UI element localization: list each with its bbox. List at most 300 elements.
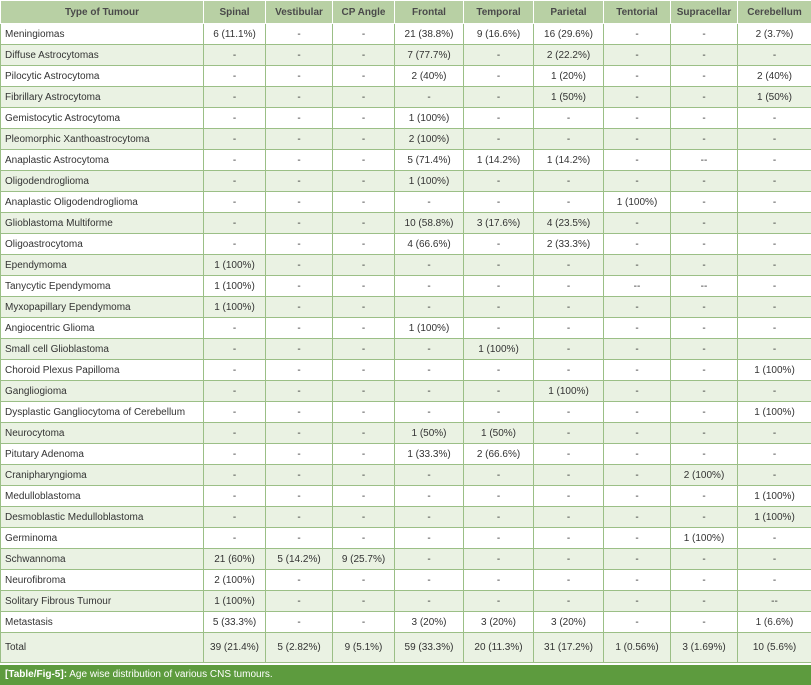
table-row (1, 108, 811, 129)
table-cell: - (738, 444, 811, 465)
table-cell: - (333, 507, 395, 528)
table-cell: - (204, 213, 266, 234)
table-cell: - (266, 129, 333, 150)
table-cell: 1 (100%) (671, 528, 738, 549)
table-cell: - (395, 297, 464, 318)
table-cell: 1 (6.6%) (738, 612, 811, 633)
table-cell: - (738, 339, 811, 360)
tumour-type-cell: Fibrillary Astrocytoma (1, 87, 204, 108)
table-cell: 1 (100%) (395, 318, 464, 339)
table-cell: - (604, 45, 671, 66)
total-cell: 10 (5.6%) (738, 633, 811, 663)
table-cell: 2 (40%) (738, 66, 811, 87)
total-cell: 39 (21.4%) (204, 633, 266, 663)
table-caption (0, 665, 811, 685)
table-cell: - (333, 171, 395, 192)
table-cell: - (333, 570, 395, 591)
table-cell: 16 (29.6%) (534, 24, 604, 45)
table-cell: - (534, 297, 604, 318)
table-cell: - (604, 213, 671, 234)
table-row (1, 234, 811, 255)
table-cell: - (266, 213, 333, 234)
table-cell: - (204, 66, 266, 87)
tumour-type-cell: Small cell Glioblastoma (1, 339, 204, 360)
table-row (1, 24, 811, 45)
table-cell: 1 (100%) (395, 108, 464, 129)
tumour-type-cell: Choroid Plexus Papilloma (1, 360, 204, 381)
table-cell: - (395, 381, 464, 402)
table-cell: - (604, 402, 671, 423)
table-cell: - (671, 507, 738, 528)
table-cell: 9 (16.6%) (464, 24, 534, 45)
table-cell: 1 (100%) (395, 171, 464, 192)
table-row (1, 507, 811, 528)
tumour-type-cell: Pitutary Adenoma (1, 444, 204, 465)
table-row (1, 87, 811, 108)
table-cell: - (534, 549, 604, 570)
table-cell: - (738, 171, 811, 192)
table-cell: - (395, 549, 464, 570)
table-cell: - (204, 129, 266, 150)
table-cell: - (671, 192, 738, 213)
table-cell: - (464, 528, 534, 549)
table-cell: - (738, 45, 811, 66)
table-cell: - (604, 339, 671, 360)
table-header (1, 1, 811, 24)
table-cell: -- (738, 591, 811, 612)
table-cell: - (333, 465, 395, 486)
total-row (1, 633, 811, 663)
table-cell: - (671, 297, 738, 318)
table-cell: - (464, 591, 534, 612)
table-cell: - (266, 66, 333, 87)
table-cell: - (204, 360, 266, 381)
table-row (1, 276, 811, 297)
table-cell: - (266, 276, 333, 297)
table-cell: - (604, 444, 671, 465)
table-cell: 2 (100%) (204, 570, 266, 591)
table-cell: - (333, 129, 395, 150)
table-cell: - (671, 87, 738, 108)
table-cell: - (464, 549, 534, 570)
table-cell: - (671, 549, 738, 570)
table-cell: - (604, 381, 671, 402)
table-cell: - (671, 213, 738, 234)
table-cell: 1 (50%) (534, 87, 604, 108)
table-row (1, 318, 811, 339)
table-cell: 1 (100%) (204, 591, 266, 612)
table-cell: - (266, 234, 333, 255)
tumour-type-cell: Gangliogioma (1, 381, 204, 402)
table-row (1, 549, 811, 570)
table-cell: - (333, 360, 395, 381)
tumour-type-cell: Glioblastoma Multiforme (1, 213, 204, 234)
table-cell: 5 (33.3%) (204, 612, 266, 633)
total-cell: 9 (5.1%) (333, 633, 395, 663)
total-label-cell: Total (1, 633, 204, 663)
table-cell: - (604, 129, 671, 150)
table-cell: - (534, 318, 604, 339)
table-cell: - (464, 276, 534, 297)
column-header: Type of Tumour (1, 1, 204, 24)
table-cell: - (333, 213, 395, 234)
table-cell: - (204, 339, 266, 360)
table-cell: - (671, 234, 738, 255)
table-cell: - (738, 465, 811, 486)
table-row (1, 486, 811, 507)
table-cell: - (534, 591, 604, 612)
table-cell: - (395, 360, 464, 381)
table-cell: - (395, 255, 464, 276)
table-cell: - (604, 528, 671, 549)
table-cell: - (266, 444, 333, 465)
table-cell: - (534, 402, 604, 423)
table-row (1, 360, 811, 381)
table-cell: - (464, 87, 534, 108)
table-cell: 1 (100%) (204, 276, 266, 297)
table-cell: 2 (33.3%) (534, 234, 604, 255)
table-cell: 2 (40%) (395, 66, 464, 87)
tumour-type-cell: Solitary Fibrous Tumour (1, 591, 204, 612)
table-row (1, 213, 811, 234)
tumour-type-cell: Schwannoma (1, 549, 204, 570)
table-cell: 1 (14.2%) (464, 150, 534, 171)
table-cell: - (604, 171, 671, 192)
table-cell: - (671, 402, 738, 423)
table-row (1, 444, 811, 465)
table-cell: - (604, 549, 671, 570)
table-cell: 4 (23.5%) (534, 213, 604, 234)
table-cell: - (204, 318, 266, 339)
table-cell: - (204, 444, 266, 465)
table-cell: - (464, 570, 534, 591)
table-cell: - (604, 612, 671, 633)
table-cell: - (464, 402, 534, 423)
table-cell: 1 (100%) (464, 339, 534, 360)
table-cell: - (204, 45, 266, 66)
column-header: Vestibular (266, 1, 333, 24)
table-cell: - (464, 360, 534, 381)
table-row (1, 129, 811, 150)
table-cell: - (464, 486, 534, 507)
column-header: Parietal (534, 1, 604, 24)
table-cell: - (266, 318, 333, 339)
table-cell: - (534, 339, 604, 360)
table-cell: - (604, 66, 671, 87)
table-cell: - (738, 528, 811, 549)
tumour-type-cell: Dysplastic Gangliocytoma of Cerebellum (1, 402, 204, 423)
table-cell: - (738, 150, 811, 171)
table-cell: - (671, 318, 738, 339)
table-cell: - (266, 150, 333, 171)
table-cell: - (204, 171, 266, 192)
tumour-type-cell: Germinoma (1, 528, 204, 549)
table-cell: - (333, 234, 395, 255)
table-cell: - (464, 297, 534, 318)
table-cell: - (671, 570, 738, 591)
table-cell: - (333, 66, 395, 87)
column-header: Cerebellum (738, 1, 811, 24)
table-cell: 1 (100%) (738, 402, 811, 423)
table-cell: - (204, 87, 266, 108)
table-cell: - (534, 528, 604, 549)
table-cell: - (266, 171, 333, 192)
table-cell: - (395, 591, 464, 612)
table-cell: - (333, 24, 395, 45)
tumour-type-cell: Oligoastrocytoma (1, 234, 204, 255)
table-cell: - (333, 192, 395, 213)
table-cell: - (464, 381, 534, 402)
table-cell: - (604, 255, 671, 276)
table-cell: - (738, 297, 811, 318)
tumour-type-cell: Cranipharyngioma (1, 465, 204, 486)
table-cell: - (266, 402, 333, 423)
total-cell: 59 (33.3%) (395, 633, 464, 663)
table-cell: - (534, 507, 604, 528)
table-cell: - (333, 108, 395, 129)
table-cell: - (395, 486, 464, 507)
table-cell: 1 (100%) (738, 486, 811, 507)
table-cell: - (333, 255, 395, 276)
table-cell: - (671, 255, 738, 276)
table-cell: 3 (20%) (534, 612, 604, 633)
table-cell: - (604, 570, 671, 591)
table-cell: - (464, 234, 534, 255)
table-cell: - (671, 444, 738, 465)
table-cell: 1 (100%) (204, 255, 266, 276)
table-cell: - (266, 465, 333, 486)
table-cell: - (671, 339, 738, 360)
table-row (1, 402, 811, 423)
column-header: Spinal (204, 1, 266, 24)
table-cell: - (266, 255, 333, 276)
table-cell: - (671, 381, 738, 402)
table-cell: - (266, 423, 333, 444)
table-cell: - (534, 108, 604, 129)
table-cell: 10 (58.8%) (395, 213, 464, 234)
table-row (1, 339, 811, 360)
table-cell: - (464, 129, 534, 150)
tumour-type-cell: Angiocentric Glioma (1, 318, 204, 339)
table-cell: - (464, 171, 534, 192)
table-cell: 5 (71.4%) (395, 150, 464, 171)
table-cell: - (204, 507, 266, 528)
table-cell: - (464, 465, 534, 486)
table-cell: - (671, 591, 738, 612)
table-cell: - (204, 150, 266, 171)
table-cell: - (604, 150, 671, 171)
tumour-type-cell: Desmoblastic Medulloblastoma (1, 507, 204, 528)
table-cell: - (604, 465, 671, 486)
table-cell: - (534, 465, 604, 486)
table-row (1, 570, 811, 591)
table-cell: - (738, 234, 811, 255)
table-cell: 1 (100%) (604, 192, 671, 213)
table-cell: - (464, 507, 534, 528)
table-cell: - (333, 297, 395, 318)
table-cell: - (395, 570, 464, 591)
tumour-type-cell: Pilocytic Astrocytoma (1, 66, 204, 87)
table-cell: - (266, 528, 333, 549)
tumour-type-cell: Neurocytoma (1, 423, 204, 444)
table-cell: - (671, 45, 738, 66)
table-cell: - (266, 108, 333, 129)
table-cell: - (464, 192, 534, 213)
table-cell: - (671, 129, 738, 150)
table-cell: - (671, 423, 738, 444)
table-cell: 2 (66.6%) (464, 444, 534, 465)
table-cell: - (738, 255, 811, 276)
table-cell: 2 (22.2%) (534, 45, 604, 66)
table-cell: 1 (100%) (204, 297, 266, 318)
table-cell: - (738, 129, 811, 150)
table-cell: - (333, 591, 395, 612)
table-cell: - (671, 612, 738, 633)
table-cell: - (266, 570, 333, 591)
table-cell: - (333, 87, 395, 108)
table-cell: - (266, 360, 333, 381)
table-row (1, 192, 811, 213)
column-header: CP Angle (333, 1, 395, 24)
table-row (1, 381, 811, 402)
table-cell: - (266, 339, 333, 360)
tumour-type-cell: Meningiomas (1, 24, 204, 45)
table-cell: - (464, 255, 534, 276)
table-cell: - (738, 549, 811, 570)
table-cell: - (266, 507, 333, 528)
table-cell: 1 (50%) (464, 423, 534, 444)
table-cell: - (204, 402, 266, 423)
table-cell: - (738, 318, 811, 339)
tumour-type-cell: Myxopapillary Ependymoma (1, 297, 204, 318)
caption-text: Age wise distribution of various CNS tumours. (69, 669, 272, 680)
table-cell: 6 (11.1%) (204, 24, 266, 45)
table-row (1, 528, 811, 549)
table-cell: - (204, 108, 266, 129)
total-cell: 5 (2.82%) (266, 633, 333, 663)
table-cell: - (266, 87, 333, 108)
table-cell: -- (671, 150, 738, 171)
table-cell: 9 (25.7%) (333, 549, 395, 570)
table-cell: - (395, 528, 464, 549)
table-cell: - (204, 423, 266, 444)
table-cell: - (204, 234, 266, 255)
table-cell: 3 (20%) (464, 612, 534, 633)
table-cell: - (738, 570, 811, 591)
table-cell: -- (604, 276, 671, 297)
table-cell: 1 (100%) (738, 507, 811, 528)
table-cell: - (333, 381, 395, 402)
table-cell: 1 (50%) (395, 423, 464, 444)
table-cell: - (534, 171, 604, 192)
table-cell: - (204, 465, 266, 486)
table-cell: - (333, 276, 395, 297)
table-cell: - (395, 192, 464, 213)
table-cell: - (604, 486, 671, 507)
table-cell: - (333, 486, 395, 507)
table-cell: - (266, 45, 333, 66)
table-cell: - (333, 45, 395, 66)
table-cell: - (671, 66, 738, 87)
table-cell: 4 (66.6%) (395, 234, 464, 255)
table-cell: - (604, 297, 671, 318)
tumour-type-cell: Oligodendroglioma (1, 171, 204, 192)
table-cell: 3 (17.6%) (464, 213, 534, 234)
caption-label: [Table/Fig-5]: (5, 669, 67, 680)
table-cell: - (395, 402, 464, 423)
table-cell: - (534, 444, 604, 465)
total-cell: 20 (11.3%) (464, 633, 534, 663)
table-cell: 2 (3.7%) (738, 24, 811, 45)
column-header: Tentorial (604, 1, 671, 24)
column-header: Supracellar (671, 1, 738, 24)
tumour-type-cell: Tanycytic Ependymoma (1, 276, 204, 297)
table-row (1, 171, 811, 192)
table-cell: 1 (33.3%) (395, 444, 464, 465)
table-cell: - (333, 150, 395, 171)
table-cell: 1 (100%) (738, 360, 811, 381)
table-cell: - (604, 318, 671, 339)
table-cell: - (333, 444, 395, 465)
table-cell: - (738, 213, 811, 234)
table-cell: 1 (50%) (738, 87, 811, 108)
table-cell: - (604, 24, 671, 45)
table-cell: - (604, 87, 671, 108)
table-row (1, 423, 811, 444)
table-cell: - (738, 192, 811, 213)
table-cell: 3 (20%) (395, 612, 464, 633)
table-cell: - (204, 528, 266, 549)
table-cell: - (604, 507, 671, 528)
table-cell: - (534, 255, 604, 276)
tumour-type-cell: Anaplastic Oligodendroglioma (1, 192, 204, 213)
table-row (1, 150, 811, 171)
table-cell: - (534, 129, 604, 150)
table-cell: - (534, 360, 604, 381)
table-cell: - (266, 486, 333, 507)
table-cell: - (738, 276, 811, 297)
table-cell: - (738, 423, 811, 444)
table-cell: - (671, 171, 738, 192)
table-cell: - (738, 108, 811, 129)
table-cell: 1 (100%) (534, 381, 604, 402)
table-cell: - (395, 339, 464, 360)
table-cell: - (671, 486, 738, 507)
table-cell: - (333, 339, 395, 360)
table-cell: - (534, 423, 604, 444)
table-cell: - (266, 297, 333, 318)
table-row (1, 255, 811, 276)
table-cell: 7 (77.7%) (395, 45, 464, 66)
table-cell: - (464, 108, 534, 129)
table-cell: - (333, 528, 395, 549)
table-cell: - (266, 192, 333, 213)
tumour-type-cell: Medulloblastoma (1, 486, 204, 507)
table-cell: - (604, 591, 671, 612)
table-cell: - (395, 507, 464, 528)
table-cell: - (534, 192, 604, 213)
table-row (1, 612, 811, 633)
total-cell: 1 (0.56%) (604, 633, 671, 663)
table-cell: - (604, 423, 671, 444)
table-cell: 21 (60%) (204, 549, 266, 570)
table-cell: - (671, 360, 738, 381)
table-cell: - (333, 318, 395, 339)
tumour-type-cell: Metastasis (1, 612, 204, 633)
table-row (1, 297, 811, 318)
total-cell: 31 (17.2%) (534, 633, 604, 663)
column-header: Frontal (395, 1, 464, 24)
